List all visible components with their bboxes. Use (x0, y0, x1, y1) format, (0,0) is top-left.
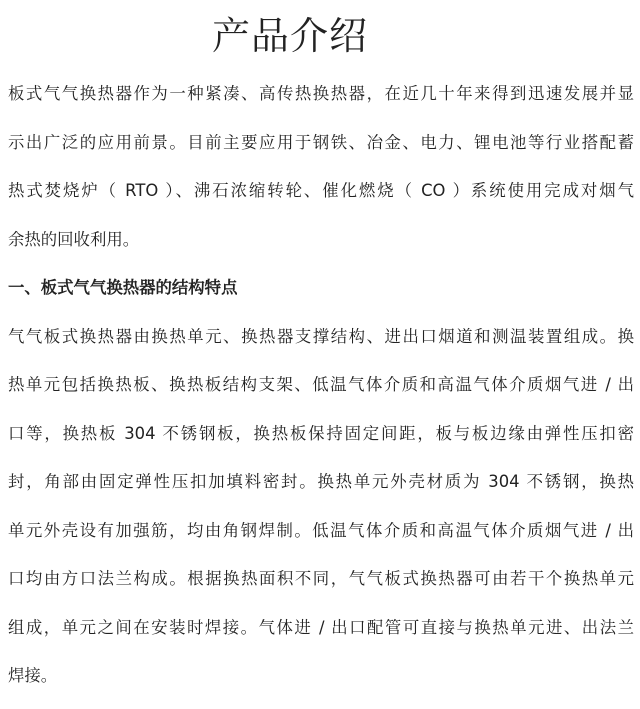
structure-line: 热单元包括换热板、换热板结构支架、低温气体介质和高温气体介质烟气进 / 出 (8, 375, 634, 394)
structure-line: 气气板式换热器由换热单元、换热器支撑结构、进出口烟道和测温装置组成。换 (8, 326, 634, 346)
structure-line: 口均由方口法兰构成。根据换热面积不同，气气板式换热器可由若干个换热单元 (8, 569, 634, 588)
intro-line: 余热的回收利用。 (8, 229, 140, 249)
structure-paragraph (8, 321, 634, 709)
structure-line: 封，角部由固定弹性压扣加填料密封。换热单元外壳材质为 304 不锈钢，换热 (8, 472, 634, 491)
article-body (8, 78, 634, 709)
structure-line: 单元外壳设有加强筋，均由角钢焊制。低温气体介质和高温气体介质烟气进 / 出 (8, 520, 634, 540)
intro-line: 板式气气换热器作为一种紧凑、高传热换热器，在近几十年来得到迅速发展并显 (8, 84, 634, 103)
structure-line: 组成，单元之间在安装时焊接。气体进 / 出口配管可直接与换热单元进、出法兰 (8, 617, 634, 637)
intro-paragraph (8, 78, 634, 272)
intro-line: 示出广泛的应用前景。目前主要应用于钢铁、冶金、电力、锂电池等行业搭配蓄 (8, 132, 634, 152)
page-title: 产品介绍 (211, 14, 368, 58)
intro-line: 热式焚烧炉（ RTO ）、沸石浓缩转轮、催化燃烧（ CO ）系统使用完成对烟气 (8, 181, 634, 200)
section-heading: 一、板式气气换热器的结构特点 (8, 278, 238, 297)
structure-line: 焊接。 (8, 666, 58, 685)
structure-line: 口等，换热板 304 不锈钢板，换热板保持固定间距，板与板边缘由弹性压扣密 (8, 423, 634, 443)
